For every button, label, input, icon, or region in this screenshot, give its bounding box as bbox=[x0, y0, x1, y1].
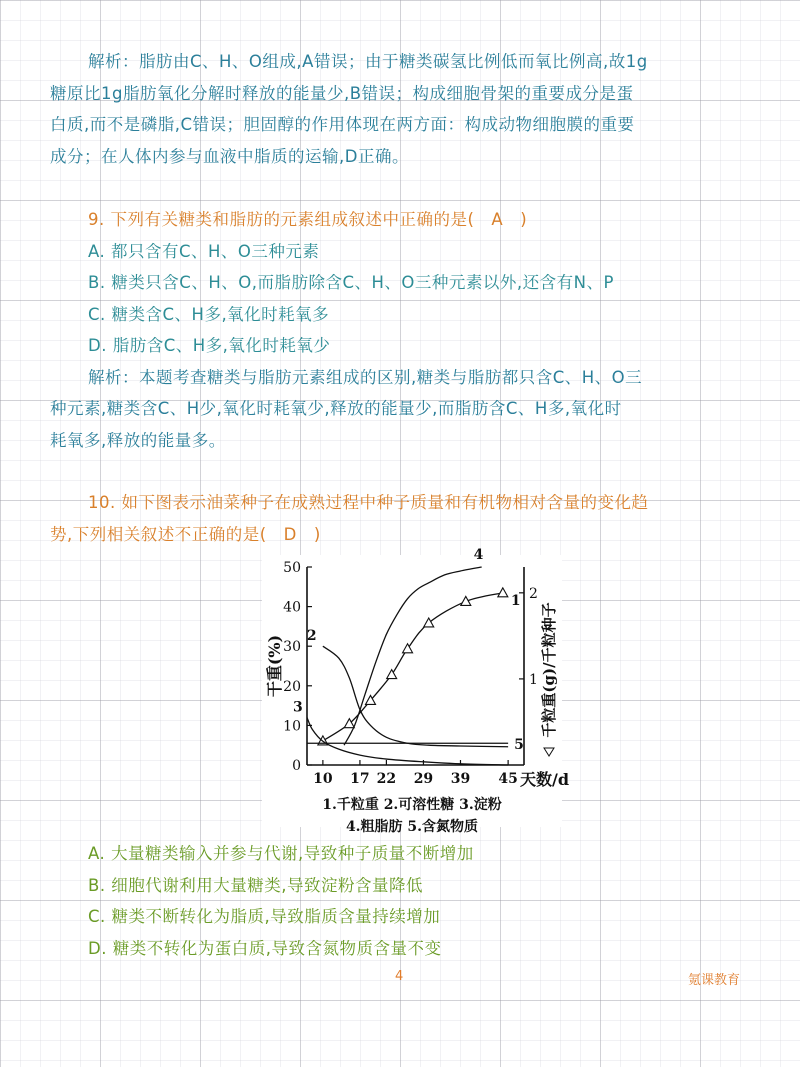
series-marker-1 bbox=[387, 670, 397, 679]
y-left-tick-label: 40 bbox=[283, 599, 301, 616]
page-number: 4 bbox=[395, 969, 404, 984]
question-stem: 10. 如下图表示油菜种子在成熟过程中种子质量和有机物相对含量的变化趋 bbox=[88, 493, 649, 512]
series-marker-1 bbox=[424, 618, 434, 627]
analysis-line: 解析：本题考查糖类与脂肪元素组成的区别,糖类与脂肪都只含C、H、O三 bbox=[88, 367, 643, 387]
y-right-tick-label: 2 bbox=[529, 585, 538, 602]
x-tick-label: 29 bbox=[413, 771, 434, 787]
analysis-line: 耗氧多,释放的能量多。 bbox=[50, 430, 226, 450]
y-left-tick-label: 20 bbox=[283, 678, 301, 695]
series-label-5: 5 bbox=[514, 737, 524, 754]
option-c: C. 糖类含C、H多,氧化时耗氧多 bbox=[88, 304, 330, 324]
brand-label: 氪课教育 bbox=[688, 973, 741, 988]
option-b: B. 细胞代谢利用大量糖类,导致淀粉含量降低 bbox=[88, 875, 424, 895]
analysis-line: 成分；在人体内参与血液中脂质的运输,D正确。 bbox=[50, 146, 409, 166]
series-line-3 bbox=[307, 717, 508, 765]
question-stem: 势,下列相关叙述不正确的是( D ) bbox=[50, 524, 321, 544]
y-left-tick-label: 0 bbox=[292, 758, 301, 774]
y-axis-left-label: 干重(%) bbox=[265, 634, 284, 698]
option-c: C. 糖类不断转化为脂质,导致脂质含量持续增加 bbox=[88, 907, 441, 926]
y-axis-right-label: 千粒重(g)/千粒种子 bbox=[540, 602, 558, 738]
question-stem: 9. 下列有关糖类和脂肪的元素组成叙述中正确的是( A ) bbox=[88, 210, 528, 229]
chart-figure bbox=[262, 547, 570, 835]
x-axis-label: 天数/d bbox=[520, 770, 570, 789]
analysis-line: 种元素,糖类含C、H少,氧化时耗氧少,释放的能量少,而脂肪含C、H多,氧化时 bbox=[50, 399, 622, 418]
x-tick-label: 17 bbox=[350, 771, 370, 787]
x-tick-label: 22 bbox=[376, 771, 397, 787]
x-tick-label: 10 bbox=[313, 771, 333, 787]
option-a: A. 大量糖类输入并参与代谢,导致种子质量不断增加 bbox=[88, 844, 474, 863]
question-10-options bbox=[50, 838, 762, 964]
analysis-8 bbox=[50, 46, 762, 172]
option-b: B. 糖类只含C、H、O,而脂肪除含C、H、O三种元素以外,还含有N、P bbox=[88, 273, 614, 292]
y-left-tick-label: 50 bbox=[283, 560, 301, 576]
series-label-4: 4 bbox=[473, 547, 484, 563]
series-marker-1 bbox=[461, 596, 471, 605]
series-label-3: 3 bbox=[293, 699, 303, 716]
analysis-line: 解析：脂肪由C、H、O组成,A错误；由于糖类碳氢比例低而氧比例高,故1g bbox=[88, 52, 648, 71]
chart-svg bbox=[262, 547, 570, 835]
y-left-tick-label: 30 bbox=[283, 639, 301, 656]
y-left-tick-label: 10 bbox=[283, 718, 301, 735]
series-line-2 bbox=[323, 646, 508, 747]
series-label-2: 2 bbox=[306, 628, 317, 645]
y-right-tick-label: 1 bbox=[529, 671, 538, 688]
x-tick-label: 45 bbox=[498, 771, 518, 787]
series-marker-1 bbox=[498, 588, 508, 597]
x-tick-label: 39 bbox=[450, 771, 471, 787]
analysis-line: 糖原比1g脂肪氧化分解时释放的能量少,B错误；构成细胞骨架的重要成分是蛋 bbox=[50, 83, 634, 103]
legend-line: 1.千粒重 2.可溶性糖 3.淀粉 bbox=[322, 797, 502, 813]
question-10 bbox=[50, 487, 762, 550]
option-d: D. 糖类不转化为蛋白质,导致含氮物质含量不变 bbox=[88, 938, 442, 958]
legend-line: 4.粗脂肪 5.含氮物质 bbox=[345, 819, 479, 835]
series-label-1: 1 bbox=[510, 592, 521, 609]
question-9 bbox=[50, 204, 762, 456]
series-marker-1 bbox=[403, 644, 413, 653]
option-a: A. 都只含有C、H、O三种元素 bbox=[88, 241, 320, 261]
axis-marker-triangle bbox=[544, 748, 554, 756]
option-d: D. 脂肪含C、H多,氧化时耗氧少 bbox=[88, 336, 331, 355]
analysis-line: 白质,而不是磷脂,C错误；胆固醇的作用体现在两方面：构成动物细胞膜的重要 bbox=[50, 115, 635, 134]
